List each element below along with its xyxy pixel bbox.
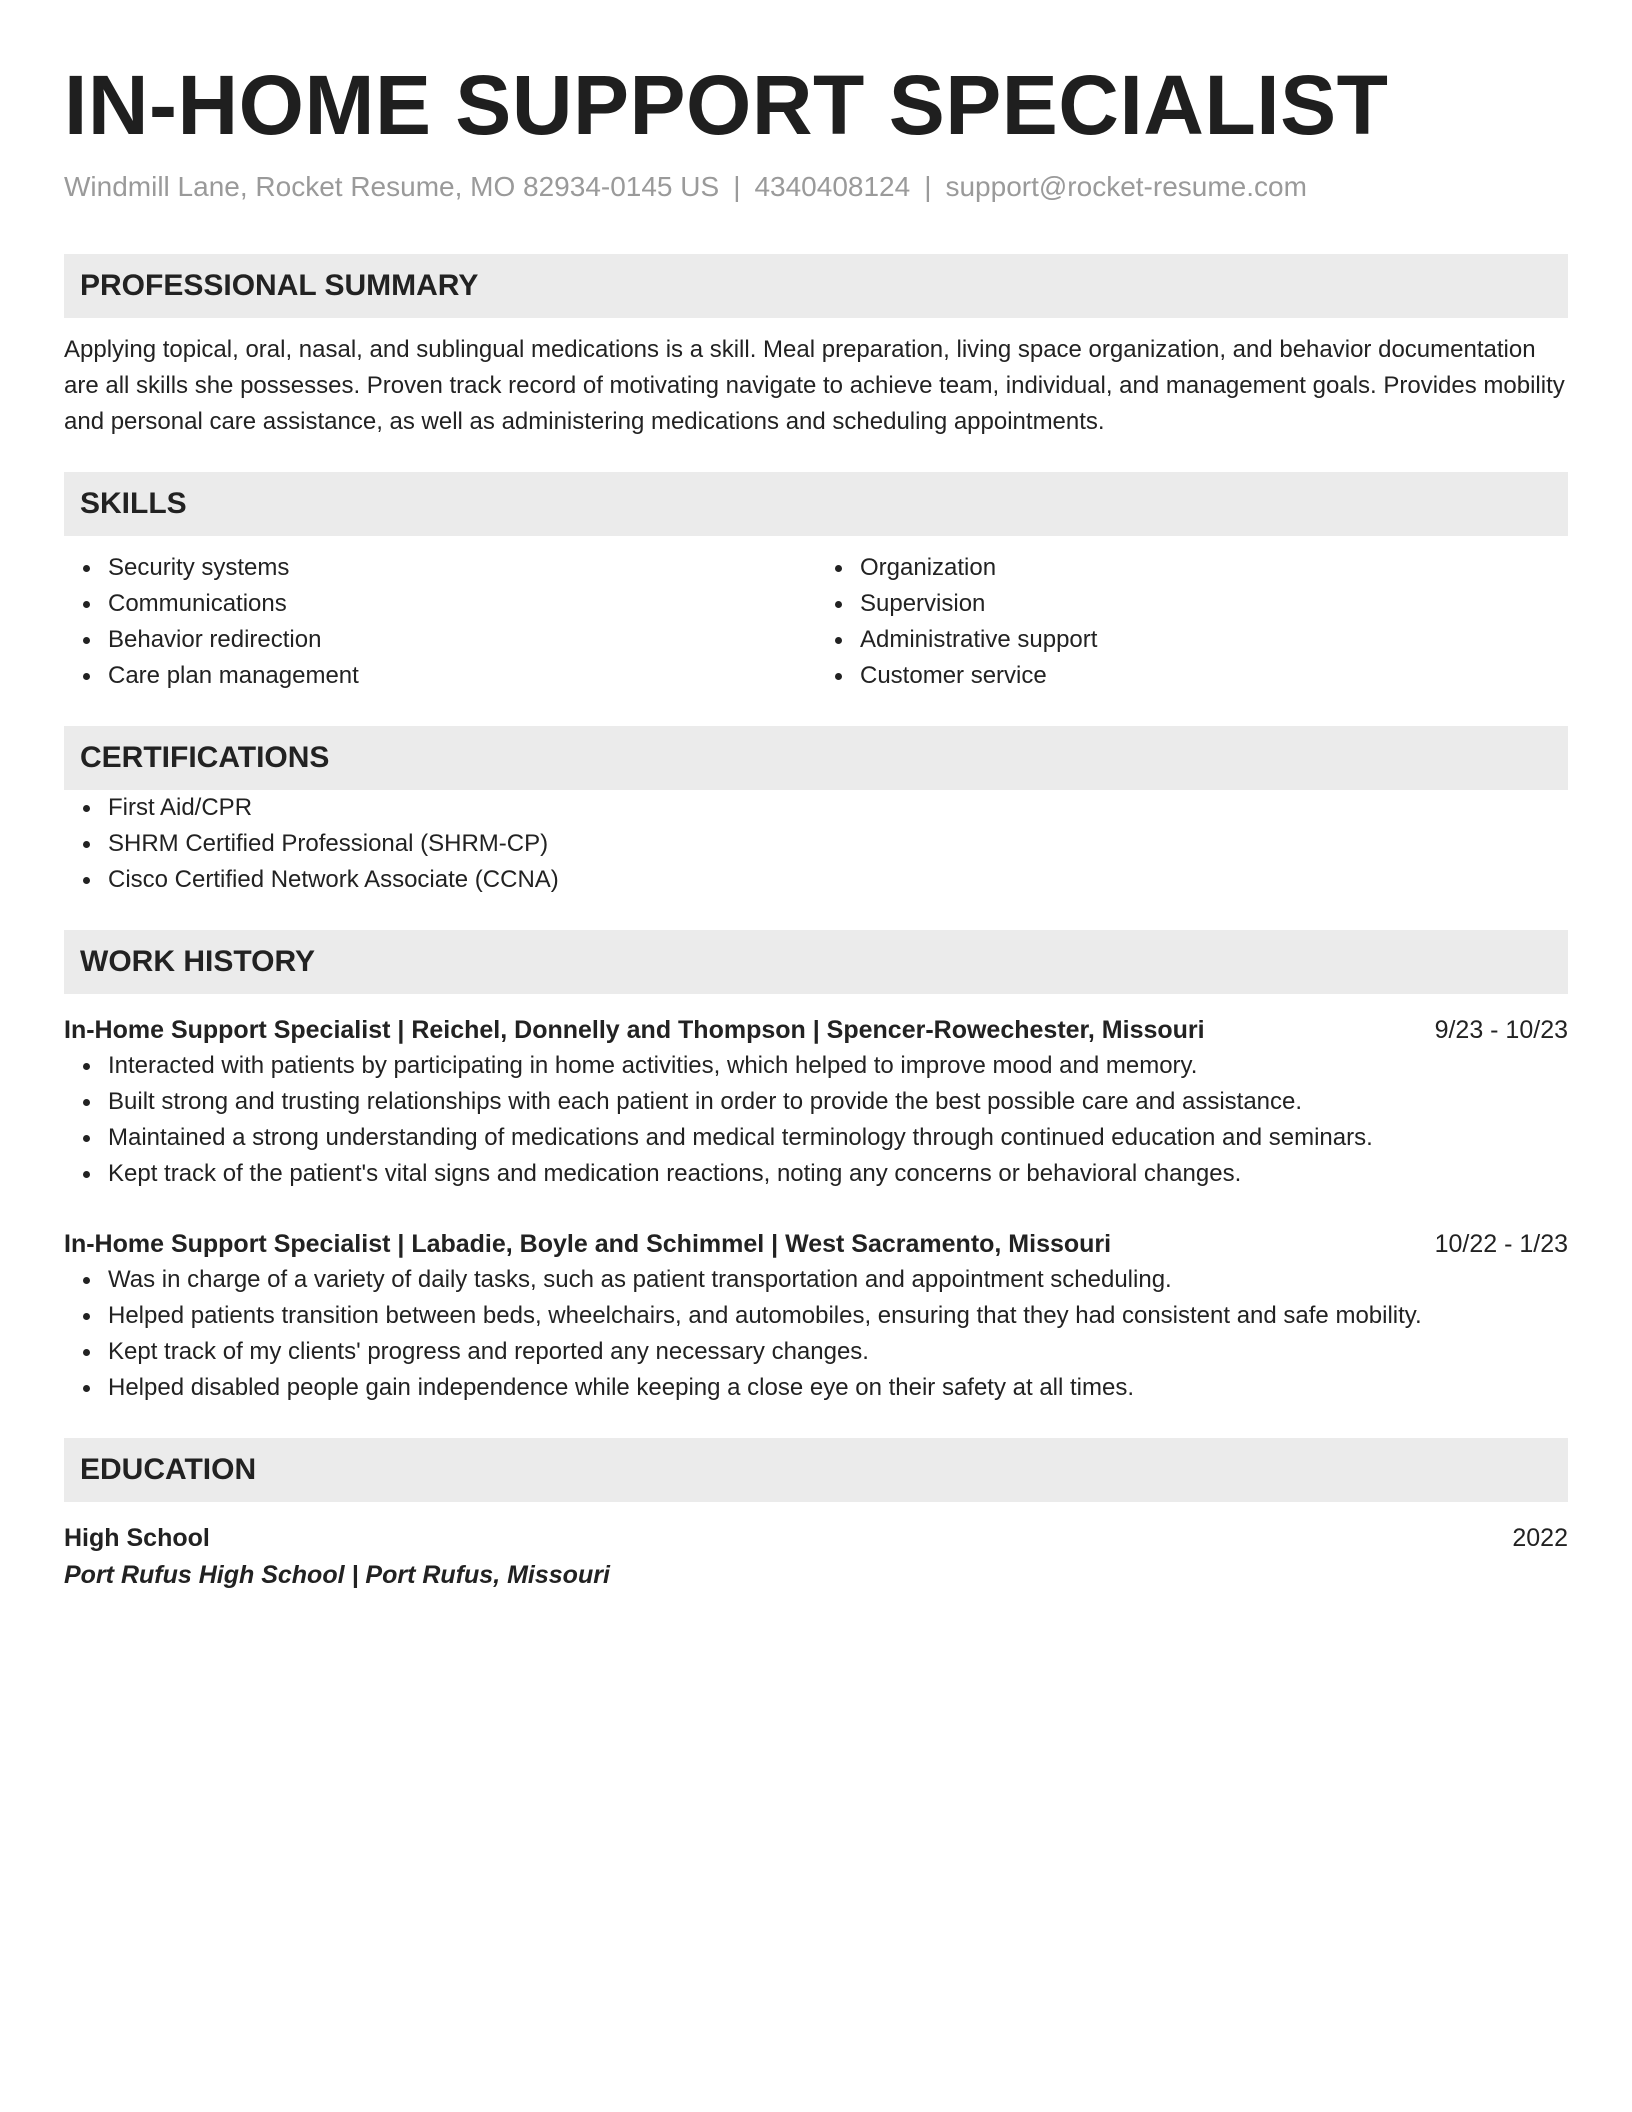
section-header-skills: SKILLS — [64, 472, 1568, 536]
skill-item: Customer service — [860, 658, 1568, 694]
job-title: In-Home Support Specialist | Labadie, Boyle and Schimmel | West Sacramento, Missouri — [64, 1230, 1112, 1258]
job-duty-item: Kept track of the patient's vital signs and medication reactions, noting any concerns or behavioral changes. — [108, 1156, 1568, 1192]
job-duty-item: Interacted with patients by participating in home activities, which helped to improve mood and memory. — [108, 1048, 1568, 1084]
job-duty-item: Kept track of my clients' progress and reported any necessary changes. — [108, 1334, 1568, 1370]
education-entry — [64, 1520, 1568, 1594]
job-title: In-Home Support Specialist | Reichel, Donnelly and Thompson | Spencer-Rowechester, Missouri — [64, 1016, 1205, 1044]
education-school: Port Rufus High School | Port Rufus, Missouri — [64, 1561, 610, 1589]
contact-line — [64, 170, 1568, 204]
job-duties-list — [64, 1262, 1568, 1406]
education-year: 2022 — [1512, 1524, 1568, 1552]
contact-separator: | — [924, 171, 932, 202]
section-header-education: EDUCATION — [64, 1438, 1568, 1502]
job-heading-row — [64, 1012, 1568, 1048]
certification-item: SHRM Certified Professional (SHRM-CP) — [108, 826, 1568, 862]
contact-address: Windmill Lane, Rocket Resume, MO 82934-0145 US — [64, 171, 720, 202]
job-duty-item: Maintained a strong understanding of medications and medical terminology through continued education and seminars. — [108, 1120, 1568, 1156]
job-duty-item: Built strong and trusting relationships with each patient in order to provide the best possible care and assistance. — [108, 1084, 1568, 1120]
job-entry — [64, 1012, 1568, 1192]
job-duty-item: Helped disabled people gain independence while keeping a close eye on their safety at all times. — [108, 1370, 1568, 1406]
skill-item: Supervision — [860, 586, 1568, 622]
skill-item: Care plan management — [108, 658, 816, 694]
education-heading-row — [64, 1520, 1568, 1556]
job-duty-item: Helped patients transition between beds, wheelchairs, and automobiles, ensuring that they had consistent and safe mobility. — [108, 1298, 1568, 1334]
skills-list-left — [64, 550, 816, 694]
job-heading-row — [64, 1226, 1568, 1262]
certifications-list — [64, 790, 1568, 898]
summary-text: Applying topical, oral, nasal, and sublingual medications is a skill. Meal preparation, living space organization, and behavior documentation are all skills she possesses. Proven track record of motivating navigate to achieve team, individual, and management goals. Provides mobility and personal care assistance, as well as administering medications and scheduling appointments. — [64, 336, 1565, 435]
certification-item: Cisco Certified Network Associate (CCNA) — [108, 862, 1568, 898]
job-duty-item: Was in charge of a variety of daily tasks, such as patient transportation and appointment scheduling. — [108, 1262, 1568, 1298]
skill-item: Organization — [860, 550, 1568, 586]
job-dates: 9/23 - 10/23 — [1434, 1016, 1568, 1044]
job-entry — [64, 1226, 1568, 1406]
job-dates: 10/22 - 1/23 — [1434, 1230, 1568, 1258]
section-header-certifications: CERTIFICATIONS — [64, 726, 1568, 790]
skill-item: Behavior redirection — [108, 622, 816, 658]
skills-grid — [64, 550, 1568, 694]
certification-item: First Aid/CPR — [108, 790, 1568, 826]
skill-item: Communications — [108, 586, 816, 622]
section-header-summary: PROFESSIONAL SUMMARY — [64, 254, 1568, 318]
section-header-work-history: WORK HISTORY — [64, 930, 1568, 994]
job-duties-list — [64, 1048, 1568, 1192]
skill-item: Administrative support — [860, 622, 1568, 658]
contact-phone: 4340408124 — [754, 171, 911, 202]
candidate-name: IN-HOME SUPPORT SPECIALIST — [64, 58, 1389, 152]
contact-email: support@rocket-resume.com — [945, 171, 1307, 202]
contact-separator: | — [733, 171, 741, 202]
skill-item: Security systems — [108, 550, 816, 586]
education-degree: High School — [64, 1524, 210, 1552]
skills-list-right — [816, 550, 1568, 694]
